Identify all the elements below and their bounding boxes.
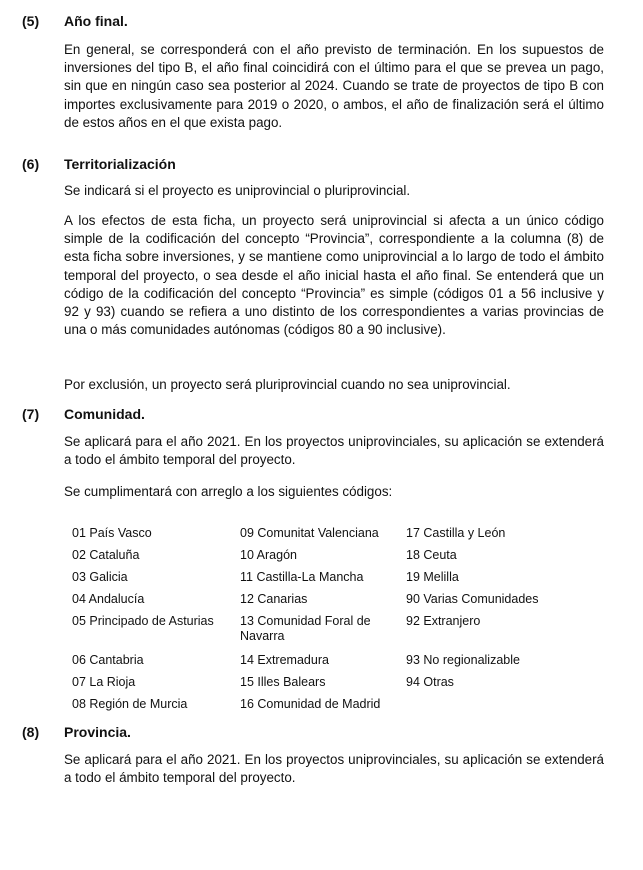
code-item: 07 La Rioja (72, 675, 136, 689)
code-item: 10 Aragón (240, 548, 297, 562)
section-number: (8) (22, 724, 40, 740)
code-item: 01 País Vasco (72, 526, 152, 540)
code-item: 02 Cataluña (72, 548, 140, 562)
section-number: (5) (22, 13, 40, 29)
code-item: 12 Canarias (240, 592, 308, 606)
code-item: 06 Cantabria (72, 653, 144, 667)
code-item: 19 Melilla (406, 570, 459, 584)
section-title: Provincia. (64, 724, 131, 740)
paragraph: Se indicará si el proyecto es uniprovincial o pluriprovincial. (64, 183, 411, 198)
paragraph: Se aplicará para el año 2021. En los proyectos uniprovinciales, su aplicación se extenderá a todo el ámbito temporal del proyecto. (64, 434, 604, 468)
section-title: Territorialización (64, 156, 176, 172)
community-codes-table (72, 526, 592, 716)
section-title: Año final. (64, 13, 128, 29)
paragraph: A los efectos de esta ficha, un proyecto será uniprovincial si afecta a un único código simple de la codificación del concepto “Provincia”, correspondiente a la columna (8) de esta ficha sobre inversiones, y se mantiene como uniprovincial a lo largo de todo el ámbito temporal del proyecto, o sea desde el año inicial hasta el año final. Se entenderá que un código de la codificación del concepto “Provincia” es simple (códigos 01 a 56 inclusive y 92 y 93) cuando se refiera a uno distinto de los correspondientes a varias provincias de una o más comunidades autónomas (códigos 80 a 90 inclusive). (64, 213, 604, 338)
section-number: (6) (22, 156, 40, 172)
code-item: 92 Extranjero (406, 614, 481, 628)
code-item: 94 Otras (406, 675, 454, 689)
paragraph: Se cumplimentará con arreglo a los siguientes códigos: (64, 484, 393, 499)
code-item: 03 Galicia (72, 570, 128, 584)
code-item: 18 Ceuta (406, 548, 457, 562)
paragraph: Se aplicará para el año 2021. En los proyectos uniprovinciales, su aplicación se extenderá a todo el ámbito temporal del proyecto. (64, 752, 604, 786)
paragraph: Por exclusión, un proyecto será pluriprovincial cuando no sea uniprovincial. (64, 377, 511, 392)
code-item: 13 Comunidad Foral de Navarra (240, 614, 371, 643)
code-item: 17 Castilla y León (406, 526, 506, 540)
code-item: 15 Illes Balears (240, 675, 326, 689)
section-number: (7) (22, 406, 40, 422)
code-item: 93 No regionalizable (406, 653, 520, 667)
code-item: 04 Andalucía (72, 592, 145, 606)
code-item: 90 Varias Comunidades (406, 592, 539, 606)
code-item: 09 Comunitat Valenciana (240, 526, 379, 540)
code-item: 08 Región de Murcia (72, 697, 188, 711)
code-item: 14 Extremadura (240, 653, 329, 667)
paragraph: En general, se corresponderá con el año previsto de terminación. En los supuestos de inversiones del tipo B, el año final coincidirá con el último para el que se prevea un pago, sin que en ningún caso sea posterior al 2024. Cuando se trate de proyectos de tipo B con importes exclusivamente para 2019 o 2020, o ambos, el año de finalización será el último de estos años en el que exista pago. (64, 42, 604, 130)
section-title: Comunidad. (64, 406, 145, 422)
code-item: 16 Comunidad de Madrid (240, 697, 381, 711)
code-item: 05 Principado de Asturias (72, 614, 214, 628)
code-item: 11 Castilla-La Mancha (240, 570, 364, 584)
